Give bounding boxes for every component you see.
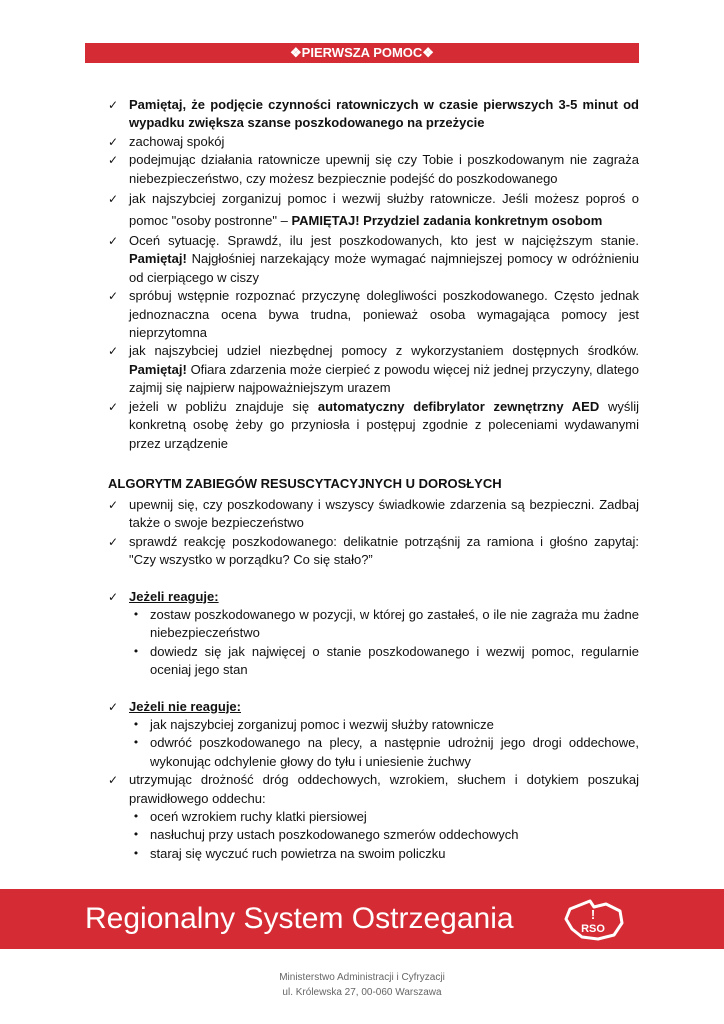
item-bold-text: automatyczny defibrylator zewnętrzny AED [317, 398, 600, 414]
item-bold-text: PAMIĘTAJ! Przydziel zadania konkretnym osobom [291, 213, 603, 229]
bullet-icon: • [132, 828, 140, 842]
bullet-item [129, 734, 639, 771]
list-item [108, 698, 639, 716]
logo-text: RSO [581, 923, 605, 935]
bullet-icon: • [132, 644, 140, 658]
item-bold-text: Pamiętaj! [129, 251, 187, 267]
checkmark-icon: ✓ [108, 497, 119, 512]
item-text: wyślij konkretną osobę żeby go przyniosła i postępuj zgodnie z poleceniami wydawanymi przez urządzenie [129, 398, 640, 451]
list-item [108, 287, 639, 342]
list-item [108, 342, 639, 397]
checkmark-icon: ✓ [108, 192, 119, 207]
rso-logo-icon [560, 895, 632, 943]
item-text: zachowaj spokój [129, 133, 225, 149]
checkmark-icon: ✓ [108, 534, 119, 549]
list-item [108, 96, 639, 133]
list-item [108, 188, 639, 232]
intro-list [108, 96, 639, 453]
main-content [108, 96, 639, 863]
no-reaction-label: Jeżeli nie reaguje: [129, 698, 241, 714]
banner-title: Regionalny System Ostrzegania [85, 902, 514, 935]
checkmark-icon: ✓ [108, 344, 119, 359]
bullet-icon: • [132, 810, 140, 823]
bullet-item [129, 643, 639, 680]
item-text: jeżeli w pobliżu znajduje się [129, 398, 318, 414]
algorithm-list [108, 496, 639, 570]
item-text: Ofiara zdarzenia może cierpieć z powodu więcej niż jednej przyczyny, dlatego zajmij się najpierw najpoważniejszym urazem [129, 361, 639, 396]
checkmark-icon: ✓ [108, 399, 119, 414]
page-title: ❖PIERWSZA POMOC❖ [85, 43, 639, 63]
list-item [108, 588, 639, 606]
no-reaction-list [108, 698, 639, 864]
footer-address [0, 970, 724, 1000]
item-text: sprawdź reakcję poszkodowanego: delikatnie potrząśnij za ramiona i głośno zapytaj: "Czy wszystko w porządku? Co się stało?” [129, 533, 639, 568]
list-item [108, 151, 639, 188]
item-text: jak najszybciej zorganizuj pomoc i wezwij służby ratownicze. Jeśli możesz poproś o pomoc "osoby postronne" – [129, 191, 639, 229]
checkmark-icon: ✓ [108, 234, 119, 249]
item-text: Oceń sytuację. Sprawdź, ilu jest poszkodowanych, kto jest w najcięższym stanie. [129, 233, 639, 249]
item-text: jak najszybciej zorganizuj pomoc i wezwij służby ratownicze [150, 716, 494, 732]
checkmark-icon: ✓ [108, 153, 119, 168]
bullet-icon: • [132, 846, 140, 860]
item-text: dowiedz się jak najwięcej o stanie poszkodowanego i wezwij pomoc, regularnie oceniaj jego stan [150, 643, 639, 678]
bullet-item [129, 845, 639, 863]
bullet-item [129, 826, 639, 844]
item-text: staraj się wyczuć ruch powietrza na swoim policzku [150, 845, 446, 861]
footer-line: ul. Królewska 27, 00-060 Warszawa [282, 987, 442, 998]
item-text: Najgłośniej narzekający może wymagać najmniejszej pomocy w odróżnieniu od cierpiącego w ciszy [129, 251, 639, 285]
item-text: spróbuj wstępnie rozpoznać przyczynę dolegliwości poszkodowanego. Często jednak jednoznaczna ocena bywa trudna, ponieważ osoba wymagająca pomocy jest nieprzytomna [129, 288, 639, 341]
item-bold-text: Pamiętaj! [129, 361, 187, 377]
list-item [108, 398, 639, 453]
item-text: oceń wzrokiem ruchy klatki piersiowej [150, 809, 367, 824]
item-text: zostaw poszkodowanego w pozycji, w której go zastałeś, o ile nie zagraża mu żadne niebezpieczeństwo [150, 606, 639, 641]
list-item [108, 496, 639, 533]
item-text: jak najszybciej udziel niezbędnej pomocy z wykorzystaniem dostępnych środków. [129, 343, 639, 359]
item-text: nasłuchuj przy ustach poszkodowanego szmerów oddechowych [150, 827, 519, 843]
checkmark-icon: ✓ [108, 699, 119, 714]
checkmark-icon: ✓ [108, 289, 119, 304]
footer-banner [0, 889, 724, 949]
bullet-item [129, 716, 639, 734]
item-text: utrzymując drożność dróg oddechowych, wzrokiem, słuchem i dotykiem poszukaj prawidłowego oddechu: [129, 772, 639, 806]
bullet-item [129, 606, 639, 643]
bullet-item [129, 808, 639, 826]
item-text: Pamiętaj, że podjęcie czynności ratowniczych w czasie pierwszych 3-5 minut od wypadku zwiększa szanse poszkodowanego na przeżycie [129, 97, 639, 131]
checkmark-icon: ✓ [108, 773, 119, 788]
reacts-list [108, 588, 639, 680]
section-title: ALGORYTM ZABIEGÓW RESUSCYTACYJNYCH U DOROSŁYCH [108, 475, 502, 491]
checkmark-icon: ✓ [108, 98, 119, 112]
checkmark-icon: ✓ [108, 134, 119, 149]
bullet-icon: • [132, 607, 140, 621]
logo-mark: ! [590, 907, 596, 922]
list-item [108, 771, 639, 808]
footer-line: Ministerstwo Administracji i Cyfryzacji [279, 972, 445, 983]
list-item [108, 232, 639, 287]
reacts-label: Jeżeli reaguje: [129, 588, 219, 604]
item-text: odwróć poszkodowanego na plecy, a następnie udrożnij jego drogi oddechowe, wykonując odchylenie głowy do tyłu i uniesienie żuchwy [150, 735, 639, 769]
item-text: podejmując działania ratownicze upewnij się czy Tobie i poszkodowanym nie zagraża niebezpieczeństwo, czy możesz bezpiecznie podejść do poszkodowanego [129, 152, 639, 186]
bullet-icon: • [132, 736, 140, 750]
list-item [108, 533, 639, 570]
bullet-icon: • [132, 717, 140, 731]
item-text: upewnij się, czy poszkodowany i wszyscy świadkowie zdarzenia są bezpieczni. Zadbaj także o swoje bezpieczeństwo [129, 496, 639, 531]
checkmark-icon: ✓ [108, 589, 119, 604]
list-item [108, 133, 639, 151]
